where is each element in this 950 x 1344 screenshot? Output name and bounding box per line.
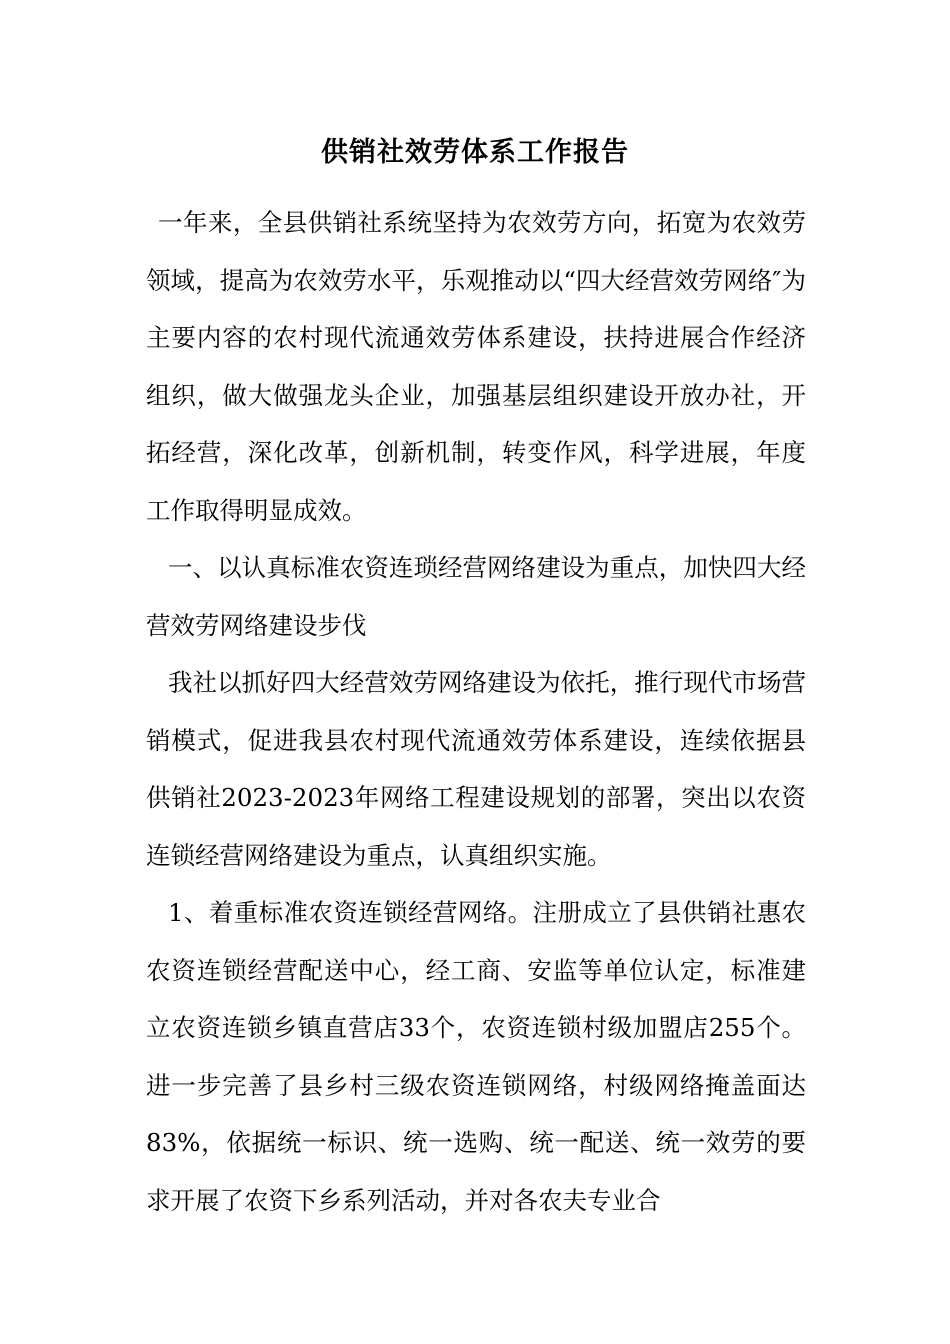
paragraph-item-1: 1、着重标准农资连锁经营网络。注册成立了县供销社惠农农资连锁经营配送中心，经工商、安监等单位认定，标准建立农资连锁乡镇直营店33个，农资连锁村级加盟店255个。进一步完善了县乡村三级农资连锁网络，村级网络掩盖面达83%，依据统一标识、统一选购、统一配送、统一效劳的要求开展了农资下乡系列活动，并对各农夫专业合 [146, 898, 806, 1215]
paragraph-network-plan: 我社以抓好四大经营效劳网络建设为依托，推行现代市场营销模式，促进我县农村现代流通效劳体系建设，连续依据县供销社2023-2023年网络工程建设规划的部署，突出以农资连锁经营网络建设为重点，认真组织实施。 [146, 668, 806, 870]
document-title: 供销社效劳体系工作报告 [321, 137, 629, 168]
document-body [146, 194, 806, 1229]
paragraph-section-heading: 一、以认真标准农资连琐经营网络建设为重点，加快四大经营效劳网络建设步伐 [146, 553, 806, 640]
paragraph-intro: 一年来，全县供销社系统坚持为农效劳方向，拓宽为农效劳领域，提高为农效劳水平，乐观推动以“四大经营效劳网络″为主要内容的农村现代流通效劳体系建设，扶持进展合作经济组织，做大做强龙头企业，加强基层组织建设开放办社，开拓经营，深化改革，创新机制，转变作风，科学进展，年度工作取得明显成效。 [146, 208, 806, 525]
